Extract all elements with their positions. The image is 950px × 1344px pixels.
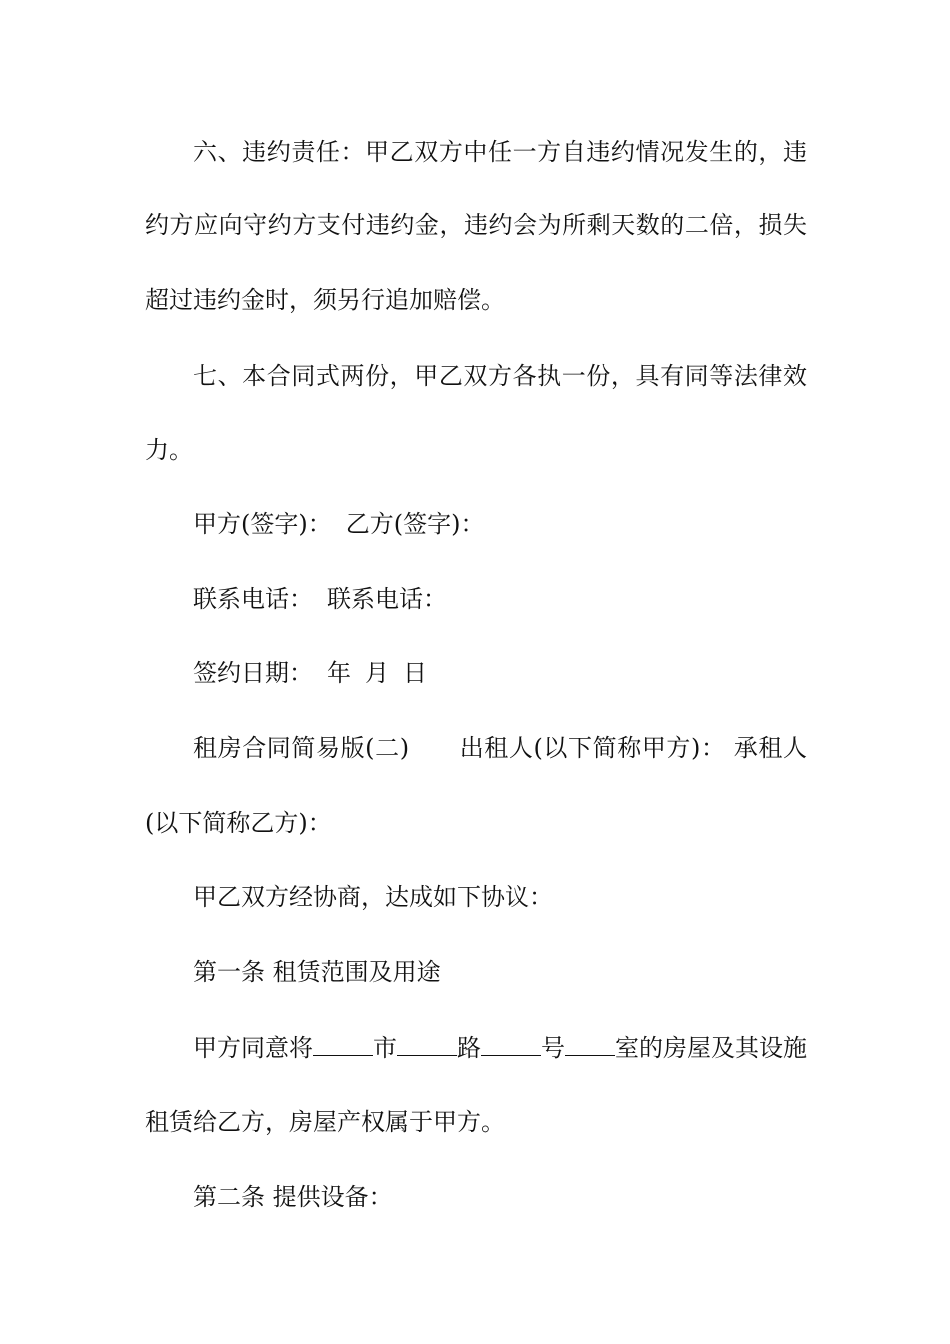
article-2-title: 第二条 提供设备： xyxy=(193,1183,393,1211)
number-label: 号 xyxy=(541,1034,565,1062)
city-blank xyxy=(313,1033,373,1056)
clause-6-line-2: 约方应向守约方支付违约金，违约会为所剩天数的二倍，损失 xyxy=(145,211,807,239)
road-label: 路 xyxy=(457,1034,481,1062)
signature-row xyxy=(193,509,484,539)
party-b-sign-label: 乙方(签字)： xyxy=(345,510,485,538)
article-1-line-2: 租赁给乙方，房屋产权属于甲方。 xyxy=(145,1108,505,1136)
clause-7-line-2: 力。 xyxy=(145,436,193,464)
road-blank xyxy=(397,1033,457,1056)
lessee-label-part-1: 承租人 xyxy=(733,734,807,762)
date-month: 月 xyxy=(365,659,389,687)
date-year: 年 xyxy=(327,659,351,687)
party-b-phone-label: 联系电话： xyxy=(327,585,447,613)
phone-row xyxy=(193,584,447,614)
city-label: 市 xyxy=(373,1034,397,1062)
date-label: 签约日期： xyxy=(193,659,313,687)
lessor-label: 出租人(以下简称甲方)： xyxy=(459,734,726,762)
contract-2-header-line xyxy=(193,733,807,763)
party-a-phone-label: 联系电话： xyxy=(193,585,313,613)
lessee-label-part-2: (以下简称乙方)： xyxy=(145,809,332,837)
number-blank xyxy=(481,1033,541,1056)
agreement-statement: 甲乙双方经协商，达成如下协议： xyxy=(193,883,553,911)
article-1-line-1 xyxy=(193,1033,807,1063)
article-1-text-a: 甲方同意将 xyxy=(193,1034,313,1062)
date-day: 日 xyxy=(403,659,427,687)
clause-6-line-3: 超过违约金时，须另行追加赔偿。 xyxy=(145,286,505,314)
room-blank xyxy=(565,1033,615,1056)
clause-6-line-1: 六、违约责任：甲乙双方中任一方自违约情况发生的，违 xyxy=(193,138,807,166)
clause-7-line-1: 七、本合同式两份，甲乙双方各执一份，具有同等法律效 xyxy=(193,362,807,390)
article-1-text-b: 室的房屋及其设施 xyxy=(615,1034,807,1062)
party-a-sign-label: 甲方(签字)： xyxy=(193,510,332,538)
contract-2-title: 租房合同简易版(二) xyxy=(193,734,410,762)
date-row xyxy=(193,658,427,688)
article-1-title: 第一条 租赁范围及用途 xyxy=(193,958,441,986)
